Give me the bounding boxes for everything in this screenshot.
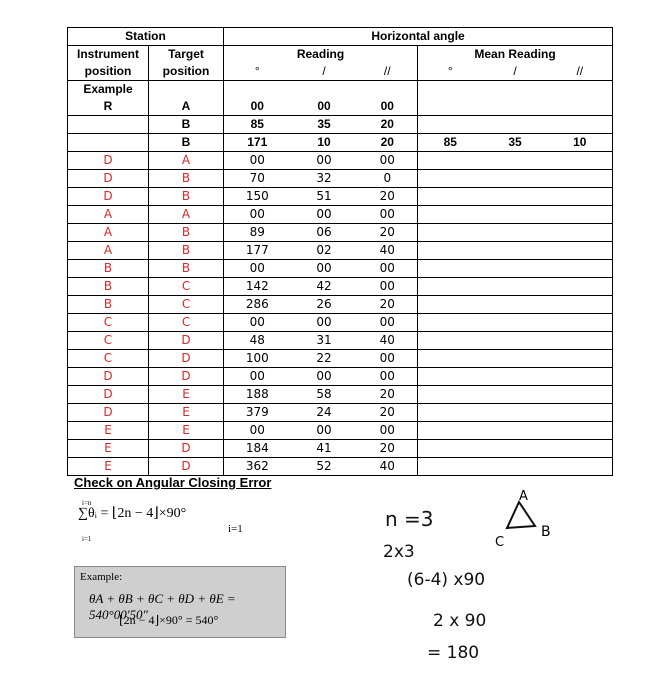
example-reading-minute: 00 — [291, 98, 358, 116]
reading-degree-cell: 70 — [224, 170, 291, 188]
instrument-cell: E — [68, 422, 149, 440]
triangle-icon — [507, 502, 535, 528]
mean-degree-cell — [418, 458, 483, 476]
table-row — [68, 386, 613, 404]
instrument-position-header-2: position — [68, 63, 149, 81]
reading-header: Reading — [224, 46, 418, 64]
reading-minute-cell: 24 — [291, 404, 358, 422]
instrument-cell: D — [68, 152, 149, 170]
reading-degree-cell: 188 — [224, 386, 291, 404]
note-expression: (6-4) x90 — [407, 570, 486, 590]
mean-minute-cell — [483, 296, 548, 314]
mean-degree-cell — [418, 296, 483, 314]
reading-degree-cell: 184 — [224, 440, 291, 458]
reading-second-cell: 20 — [358, 296, 418, 314]
example-target-cell: A — [149, 98, 224, 116]
table-row — [68, 206, 613, 224]
instrument-cell: E — [68, 440, 149, 458]
reading-minute-cell: 58 — [291, 386, 358, 404]
observation-rows — [68, 152, 613, 476]
example-reading-second: 20 — [358, 116, 418, 134]
reading-second-cell: 00 — [358, 260, 418, 278]
mean-second-cell — [548, 188, 613, 206]
target-position-header-2: position — [149, 63, 224, 81]
check-title: Check on Angular Closing Error — [74, 475, 272, 490]
triangle-label-a: A — [519, 489, 528, 504]
reading-degree-cell: 150 — [224, 188, 291, 206]
mean-degree-cell — [418, 242, 483, 260]
reading-second-cell: 20 — [358, 188, 418, 206]
example-mean-degree: 85 — [418, 134, 483, 152]
survey-sheet — [67, 27, 612, 476]
instrument-cell: B — [68, 296, 149, 314]
mean-minute-cell — [483, 206, 548, 224]
example-station: R — [68, 98, 149, 116]
example-reading-degree: 171 — [224, 134, 291, 152]
station-header: Station — [68, 28, 224, 46]
instrument-cell: D — [68, 170, 149, 188]
reading-second-cell: 00 — [358, 152, 418, 170]
mean-second-cell — [548, 296, 613, 314]
closing-error-formula — [78, 499, 187, 543]
instrument-cell: E — [68, 458, 149, 476]
mean-degree-cell — [418, 224, 483, 242]
instrument-cell: A — [68, 224, 149, 242]
target-cell: B — [149, 224, 224, 242]
table-row — [68, 440, 613, 458]
mean-second-cell — [548, 260, 613, 278]
reading-second-cell: 00 — [358, 368, 418, 386]
mean-second-cell — [548, 332, 613, 350]
reading-second-cell: 00 — [358, 278, 418, 296]
example-mean-second: 10 — [548, 134, 613, 152]
mean-minute-cell — [483, 278, 548, 296]
mean-degree-cell — [418, 332, 483, 350]
mean-second-cell — [548, 314, 613, 332]
mean-degree-cell — [418, 278, 483, 296]
mean-degree-cell — [418, 170, 483, 188]
mean-minute-cell — [483, 188, 548, 206]
target-cell: D — [149, 440, 224, 458]
reading-second-cell: 00 — [358, 314, 418, 332]
example-mean-second — [548, 116, 613, 134]
note-result: = 180 — [427, 643, 480, 663]
mean-second-cell — [548, 242, 613, 260]
target-cell: E — [149, 404, 224, 422]
instrument-position-header-1: Instrument — [68, 46, 149, 64]
reading-minute-cell: 00 — [291, 422, 358, 440]
triangle-label-c: C — [495, 535, 505, 550]
reading-minute-cell: 42 — [291, 278, 358, 296]
mean-minute-cell — [483, 332, 548, 350]
note-n-equals: n =3 — [385, 507, 434, 531]
reading-second-cell: 20 — [358, 224, 418, 242]
mean-second-cell — [548, 350, 613, 368]
reading-minute-cell: 51 — [291, 188, 358, 206]
reading-minute-cell: 22 — [291, 350, 358, 368]
mean-minute-cell — [483, 422, 548, 440]
instrument-cell: D — [68, 188, 149, 206]
reading-minute-cell: 41 — [291, 440, 358, 458]
horizontal-angle-header: Horizontal angle — [224, 28, 613, 46]
reading-second-cell: 20 — [358, 404, 418, 422]
mean-degree-cell — [418, 368, 483, 386]
mean-minute-cell — [483, 350, 548, 368]
example-mean-minute: 35 — [483, 134, 548, 152]
target-cell: C — [149, 296, 224, 314]
example-box-label: Example: — [80, 571, 123, 583]
example-mean-degree — [418, 98, 483, 116]
example-mean-degree — [418, 116, 483, 134]
reading-minute-cell: 52 — [291, 458, 358, 476]
mean-degree-cell — [418, 206, 483, 224]
mean-second-cell — [548, 224, 613, 242]
reading-degree-symbol: ° — [224, 63, 291, 81]
reading-degree-cell: 48 — [224, 332, 291, 350]
example-mean-minute — [483, 116, 548, 134]
mean-second-symbol: // — [548, 63, 613, 81]
reading-degree-cell: 177 — [224, 242, 291, 260]
mean-second-cell — [548, 440, 613, 458]
index-note: i=1 — [228, 523, 243, 535]
target-cell: C — [149, 314, 224, 332]
target-cell: D — [149, 368, 224, 386]
note-product: 2 x 90 — [433, 611, 487, 631]
mean-degree-cell — [418, 440, 483, 458]
target-position-header-1: Target — [149, 46, 224, 64]
mean-degree-cell — [418, 404, 483, 422]
example-target-cell: B — [149, 116, 224, 134]
reading-second-cell: 0 — [358, 170, 418, 188]
mean-second-cell — [548, 422, 613, 440]
table-row — [68, 278, 613, 296]
formula-text: ∑θᵢ = ⌊2n − 4⌋×90° — [78, 506, 187, 521]
reading-minute-cell: 00 — [291, 368, 358, 386]
example-expected-line: ⌊2n − 4⌋×90° = 540° — [119, 613, 219, 627]
target-cell: D — [149, 458, 224, 476]
reading-minute-cell: 00 — [291, 260, 358, 278]
instrument-cell: B — [68, 260, 149, 278]
mean-degree-cell — [418, 188, 483, 206]
reading-minute-cell: 31 — [291, 332, 358, 350]
reading-minute-cell: 32 — [291, 170, 358, 188]
table-row — [68, 368, 613, 386]
example-reading-second: 00 — [358, 98, 418, 116]
example-mean-minute — [483, 98, 548, 116]
reading-minute-cell: 00 — [291, 152, 358, 170]
mean-minute-cell — [483, 260, 548, 278]
example-reading-minute: 10 — [291, 134, 358, 152]
mean-second-cell — [548, 206, 613, 224]
example-reading-degree: 00 — [224, 98, 291, 116]
mean-degree-symbol: ° — [418, 63, 483, 81]
sum-lower-limit: i=1 — [82, 535, 92, 543]
mean-minute-cell — [483, 458, 548, 476]
target-cell: D — [149, 332, 224, 350]
mean-degree-cell — [418, 314, 483, 332]
mean-minute-cell — [483, 314, 548, 332]
reading-second-cell: 40 — [358, 458, 418, 476]
mean-degree-cell — [418, 350, 483, 368]
table-row — [68, 296, 613, 314]
mean-minute-cell — [483, 440, 548, 458]
example-reading-second: 20 — [358, 134, 418, 152]
instrument-cell: D — [68, 386, 149, 404]
mean-second-cell — [548, 458, 613, 476]
mean-minute-symbol: / — [483, 63, 548, 81]
mean-minute-cell — [483, 404, 548, 422]
mean-second-cell — [548, 404, 613, 422]
table-row — [68, 152, 613, 170]
reading-degree-cell: 100 — [224, 350, 291, 368]
table-row — [68, 332, 613, 350]
triangle-sketch — [495, 486, 565, 550]
reading-second-cell: 00 — [358, 350, 418, 368]
table-row — [68, 458, 613, 476]
mean-minute-cell — [483, 368, 548, 386]
mean-degree-cell — [418, 260, 483, 278]
reading-degree-cell: 00 — [224, 260, 291, 278]
mean-reading-header: Mean Reading — [418, 46, 613, 64]
mean-second-cell — [548, 278, 613, 296]
reading-minute-cell: 00 — [291, 314, 358, 332]
example-box — [74, 566, 286, 638]
mean-degree-cell — [418, 386, 483, 404]
reading-minute-cell: 26 — [291, 296, 358, 314]
reading-minute-cell: 00 — [291, 206, 358, 224]
table-row — [68, 170, 613, 188]
mean-minute-cell — [483, 386, 548, 404]
target-cell: A — [149, 206, 224, 224]
table-row — [68, 422, 613, 440]
reading-degree-cell: 00 — [224, 152, 291, 170]
mean-second-cell — [548, 170, 613, 188]
target-cell: E — [149, 386, 224, 404]
instrument-cell: B — [68, 278, 149, 296]
reading-minute-cell: 06 — [291, 224, 358, 242]
reading-minute-symbol: / — [291, 63, 358, 81]
reading-degree-cell: 89 — [224, 224, 291, 242]
instrument-cell: D — [68, 404, 149, 422]
reading-degree-cell: 362 — [224, 458, 291, 476]
horizontal-angle-table — [67, 27, 613, 476]
triangle-label-b: B — [541, 524, 551, 540]
table-row — [68, 314, 613, 332]
table-row — [68, 404, 613, 422]
target-cell: B — [149, 188, 224, 206]
reading-degree-cell: 00 — [224, 368, 291, 386]
instrument-cell: A — [68, 242, 149, 260]
mean-minute-cell — [483, 170, 548, 188]
instrument-cell: C — [68, 350, 149, 368]
mean-second-cell — [548, 152, 613, 170]
reading-minute-cell: 02 — [291, 242, 358, 260]
target-cell: B — [149, 170, 224, 188]
instrument-cell: D — [68, 368, 149, 386]
reading-second-cell: 00 — [358, 422, 418, 440]
reading-second-cell: 20 — [358, 386, 418, 404]
note-2x3: 2x3 — [383, 542, 415, 562]
reading-second-cell: 40 — [358, 242, 418, 260]
reading-second-symbol: // — [358, 63, 418, 81]
reading-degree-cell: 286 — [224, 296, 291, 314]
mean-minute-cell — [483, 224, 548, 242]
example-sum-line: θA + θB + θC + θD + θE = 540°00′50″ — [89, 591, 236, 622]
reading-second-cell: 40 — [358, 332, 418, 350]
target-cell: E — [149, 422, 224, 440]
table-row — [68, 188, 613, 206]
target-cell: C — [149, 278, 224, 296]
target-cell: D — [149, 350, 224, 368]
example-label: Example — [68, 81, 149, 99]
mean-degree-cell — [418, 152, 483, 170]
example-target-cell: B — [149, 134, 224, 152]
mean-second-cell — [548, 368, 613, 386]
instrument-cell: C — [68, 332, 149, 350]
instrument-cell: A — [68, 206, 149, 224]
sum-upper-limit: i=n — [82, 499, 92, 507]
reading-degree-cell: 00 — [224, 206, 291, 224]
reading-second-cell: 00 — [358, 206, 418, 224]
table-row — [68, 224, 613, 242]
example-reading-degree: 85 — [224, 116, 291, 134]
reading-degree-cell: 379 — [224, 404, 291, 422]
mean-minute-cell — [483, 242, 548, 260]
reading-degree-cell: 00 — [224, 314, 291, 332]
table-row — [68, 350, 613, 368]
mean-second-cell — [548, 386, 613, 404]
example-reading-minute: 35 — [291, 116, 358, 134]
table-row — [68, 242, 613, 260]
example-mean-second — [548, 98, 613, 116]
mean-degree-cell — [418, 422, 483, 440]
table-row — [68, 260, 613, 278]
mean-minute-cell — [483, 152, 548, 170]
reading-degree-cell: 00 — [224, 422, 291, 440]
reading-second-cell: 20 — [358, 440, 418, 458]
target-cell: B — [149, 242, 224, 260]
instrument-cell: C — [68, 314, 149, 332]
reading-degree-cell: 142 — [224, 278, 291, 296]
target-cell: B — [149, 260, 224, 278]
target-cell: A — [149, 152, 224, 170]
